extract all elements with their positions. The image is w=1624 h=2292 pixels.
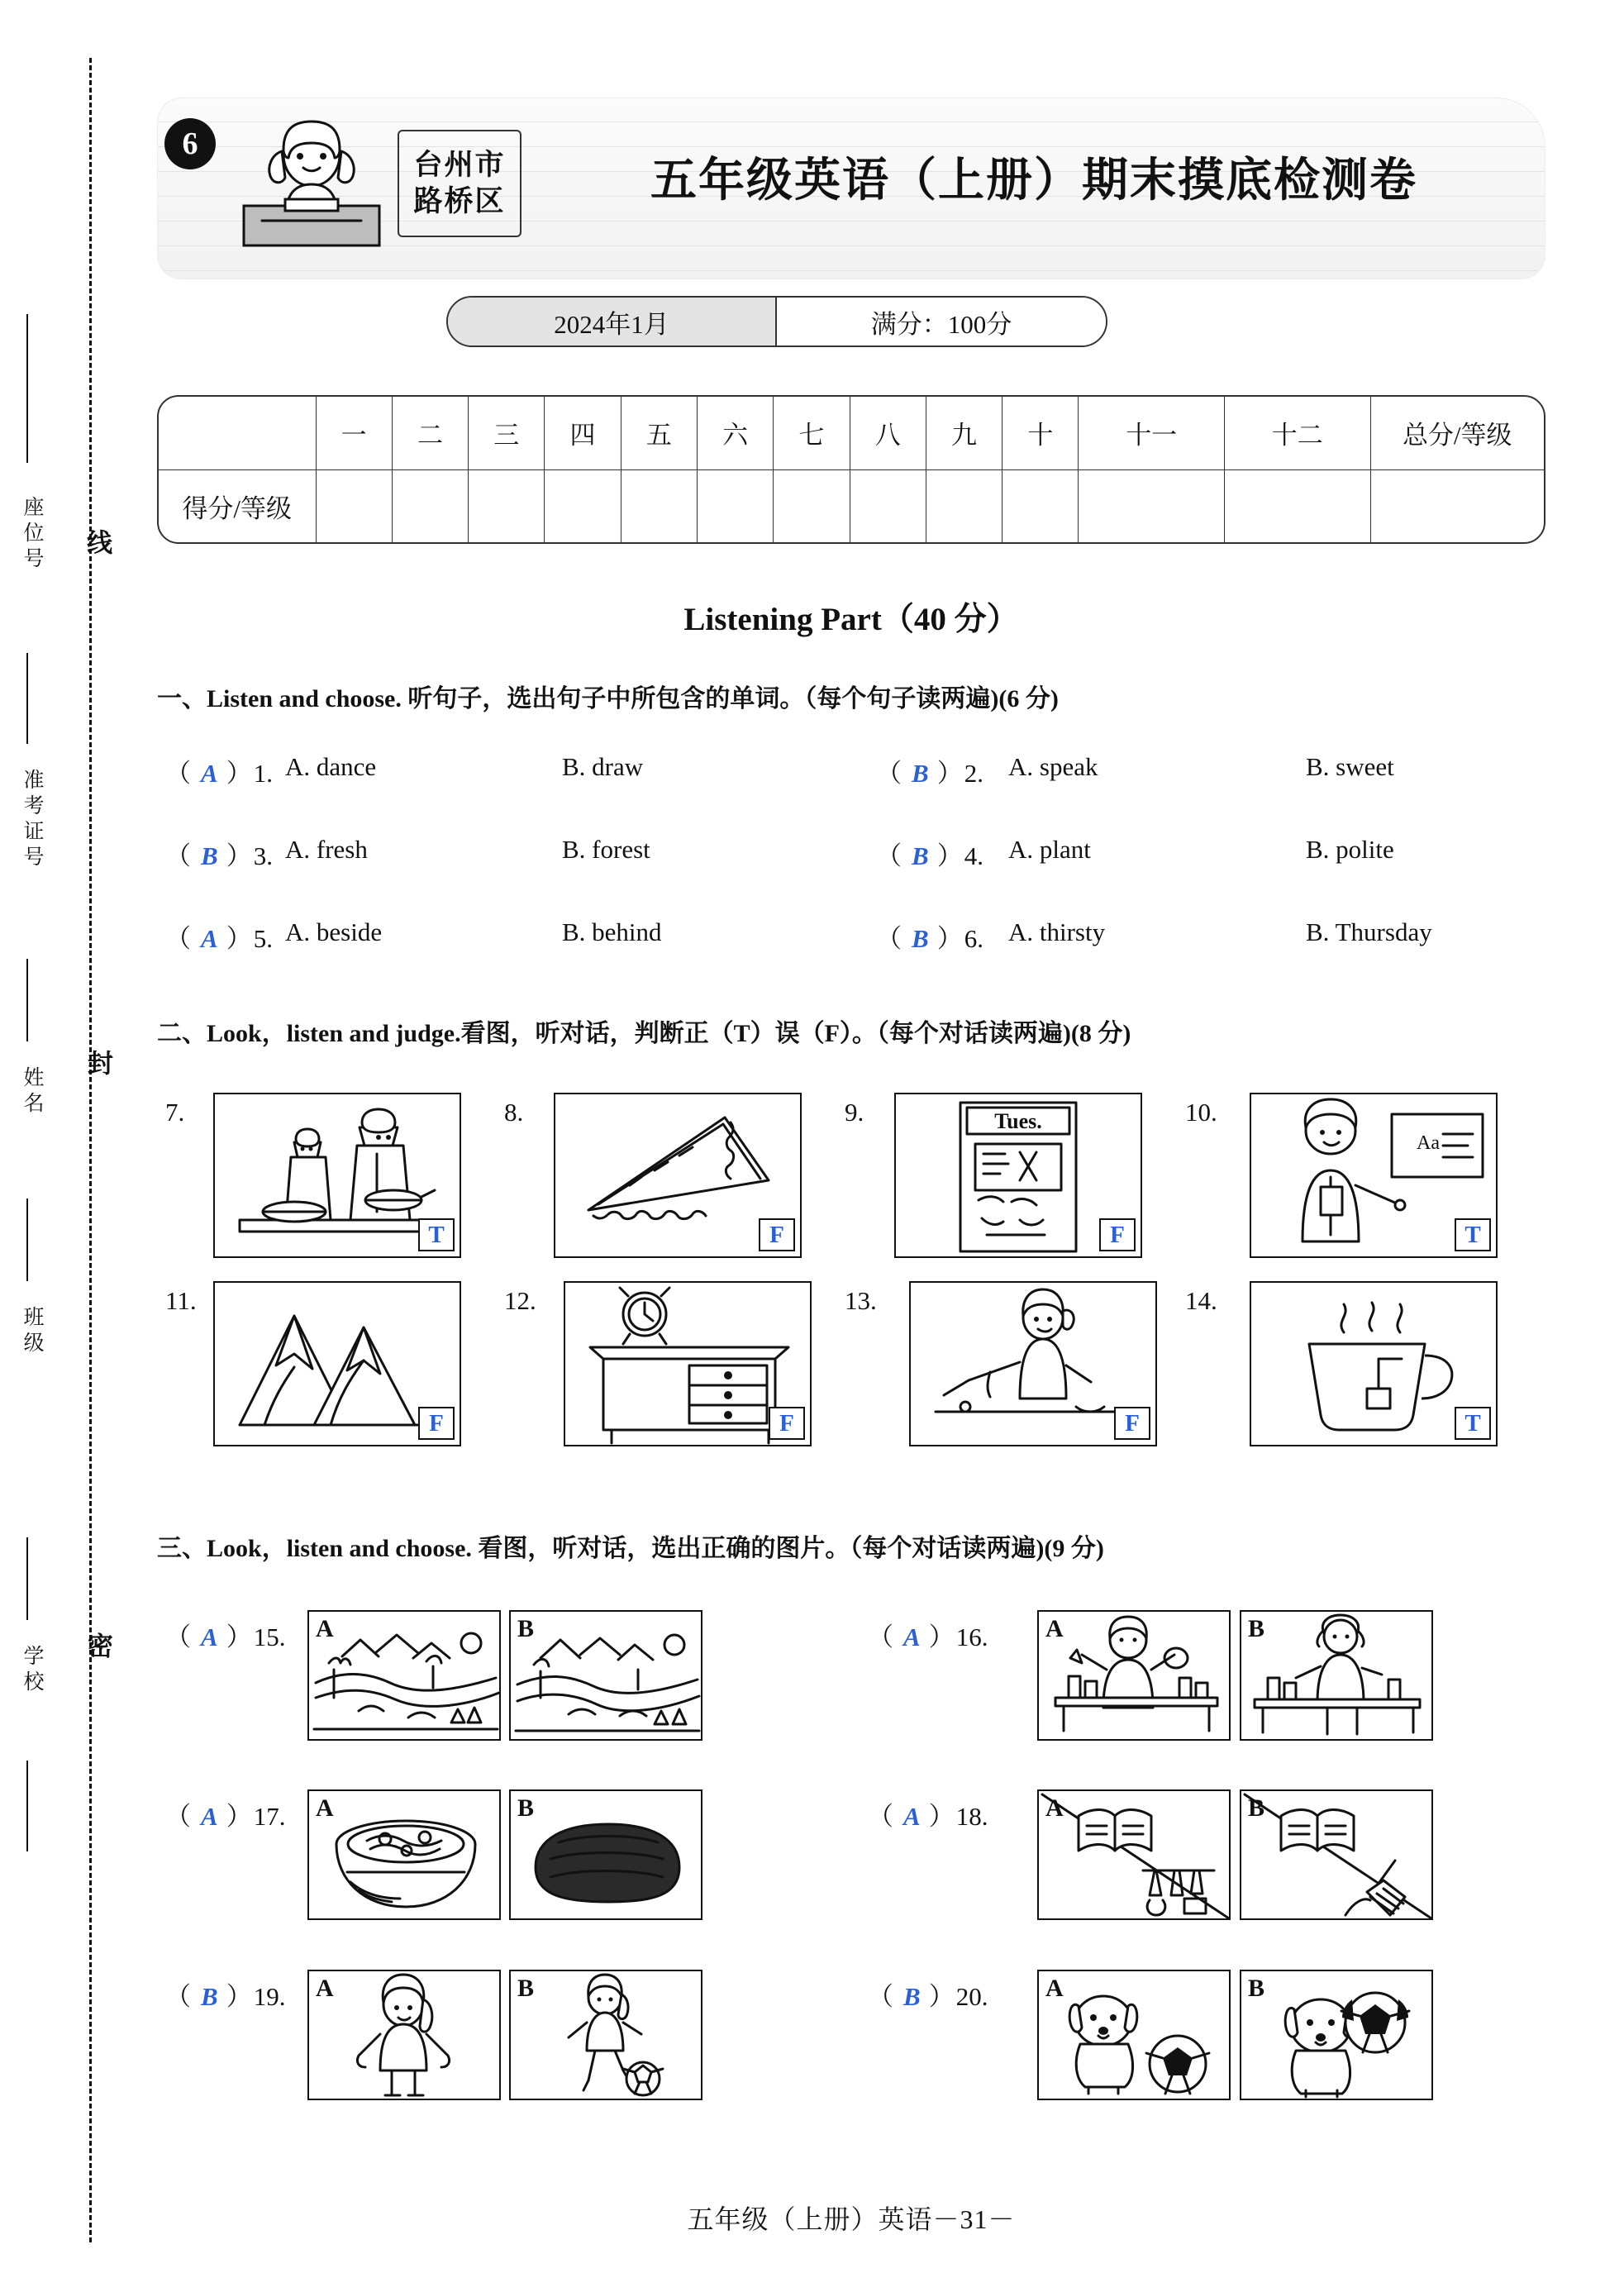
- question-6-num: 6.: [964, 924, 983, 953]
- picture-20-B[interactable]: [1240, 1970, 1433, 2100]
- picture-16-A[interactable]: [1037, 1610, 1231, 1741]
- picture-18-B[interactable]: [1240, 1789, 1433, 1920]
- sidebar-divider-6: [26, 1761, 28, 1851]
- picture-13-mark[interactable]: F: [1114, 1407, 1150, 1440]
- answer-17[interactable]: A: [201, 1802, 218, 1831]
- picture-15-A[interactable]: [307, 1610, 501, 1741]
- question-4-optionB[interactable]: B. polite: [1306, 835, 1394, 864]
- question-2: （ B ）2.: [876, 759, 983, 788]
- question-15: （ A ）15.: [165, 1623, 286, 1651]
- girl-football-icon: [511, 1971, 702, 2100]
- answer-15[interactable]: A: [201, 1623, 218, 1651]
- picture-17-A[interactable]: [307, 1789, 501, 1920]
- sidebar-label-class: 班级: [21, 1306, 43, 1357]
- question-5: （ A ）5.: [165, 924, 273, 953]
- page-badge: 6: [164, 118, 216, 169]
- question-19: （ B ）19.: [165, 1982, 286, 2011]
- question-17: （ A ）17.: [165, 1802, 286, 1831]
- score-cell-3[interactable]: [469, 469, 545, 542]
- answer-1[interactable]: A: [201, 759, 218, 788]
- question-16-num: 16.: [955, 1623, 988, 1651]
- score-cell-1[interactable]: [316, 469, 392, 542]
- question-5-num: 5.: [253, 924, 273, 953]
- score-col-total: 总分/等级: [1370, 397, 1544, 469]
- score-col-10: 十: [1002, 397, 1079, 469]
- section-3-heading: 三、Look，listen and choose. 看图，听对话，选出正确的图片。（每个对话读两遍)(9 分): [157, 1535, 1104, 1562]
- exam-header: [157, 98, 1545, 279]
- question-4-optionA[interactable]: A. plant: [1008, 835, 1091, 864]
- picture-19-B-label: B: [517, 1975, 535, 2002]
- question-2-optionB[interactable]: B. sweet: [1306, 752, 1394, 781]
- region-line-2: 路桥区: [413, 185, 506, 217]
- svg-text:Tues.: Tues.: [994, 1109, 1042, 1133]
- region-stamp: [398, 130, 521, 237]
- answer-19[interactable]: B: [201, 1982, 218, 2011]
- sidebar-label-feng: 封: [83, 1050, 112, 1079]
- answer-16[interactable]: A: [903, 1623, 921, 1651]
- score-col-12: 十二: [1224, 397, 1370, 469]
- region-line-1: 台州市: [413, 149, 506, 182]
- score-cell-5[interactable]: [621, 469, 697, 542]
- score-col-7: 七: [774, 397, 850, 469]
- picture-12-number: 12.: [504, 1286, 536, 1315]
- score-table: [157, 395, 1545, 544]
- question-17-num: 17.: [253, 1802, 286, 1831]
- picture-20-A-label: A: [1045, 1975, 1064, 2002]
- score-cell-11[interactable]: [1079, 469, 1224, 542]
- question-1-optionB[interactable]: B. draw: [562, 752, 644, 781]
- picture-17-A-label: A: [316, 1794, 334, 1822]
- sidebar-divider-3: [26, 959, 28, 1041]
- score-col-8: 八: [850, 397, 926, 469]
- answer-2[interactable]: B: [912, 759, 929, 788]
- question-15-num: 15.: [253, 1623, 286, 1651]
- picture-20-A[interactable]: [1037, 1970, 1231, 2100]
- picture-18-A-label: A: [1045, 1794, 1064, 1822]
- page-footer: 五年级（上册）英语－31－: [687, 2204, 1016, 2234]
- svg-text:Aa: Aa: [1417, 1132, 1440, 1154]
- question-4: （ B ）4.: [876, 841, 983, 870]
- score-cell-8[interactable]: [850, 469, 926, 542]
- score-col-11: 十一: [1079, 397, 1224, 469]
- sidebar-divider-2: [26, 653, 28, 744]
- question-1: （ A ）1.: [165, 759, 273, 788]
- section-2-heading: 二、Look，listen and judge.看图，听对话，判断正（T）误（F）。（每个对话读两遍)(8 分): [157, 1020, 1131, 1047]
- picture-15-A-label: A: [316, 1615, 334, 1642]
- question-20: （ B ）20.: [868, 1982, 988, 2011]
- score-cell-12[interactable]: [1224, 469, 1370, 542]
- sidebar-divider-5: [26, 1537, 28, 1620]
- question-2-num: 2.: [964, 759, 983, 788]
- picture-20-B-label: B: [1248, 1975, 1265, 2002]
- picture-15-B-label: B: [517, 1615, 535, 1642]
- picture-14-mark[interactable]: T: [1455, 1407, 1491, 1440]
- picture-9-mark[interactable]: F: [1099, 1218, 1136, 1251]
- question-3-optionA[interactable]: A. fresh: [285, 835, 368, 864]
- picture-15-B[interactable]: [509, 1610, 702, 1741]
- village-river-icon: [309, 1612, 501, 1741]
- answer-6[interactable]: B: [912, 924, 929, 953]
- answer-20[interactable]: B: [903, 1982, 921, 2011]
- question-1-num: 1.: [253, 759, 273, 788]
- picture-7-mark[interactable]: T: [418, 1218, 455, 1251]
- village-river2-icon: [511, 1612, 702, 1741]
- answer-5[interactable]: A: [201, 924, 218, 953]
- section-1-heading: 一、Listen and choose. 听句子，选出句子中所包含的单词。（每个句子读两遍)(6 分): [157, 685, 1059, 712]
- sidebar-label-mi: 密: [83, 1632, 112, 1661]
- header-subbar: [446, 296, 1107, 347]
- answer-3[interactable]: B: [201, 841, 218, 870]
- student-illustration: [237, 117, 386, 249]
- score-table-value-row: [159, 469, 1544, 542]
- picture-19-A-label: A: [316, 1975, 334, 2002]
- picture-11-mark[interactable]: F: [418, 1407, 455, 1440]
- question-3-num: 3.: [253, 841, 273, 870]
- score-col-3: 三: [469, 397, 545, 469]
- exam-total-score: 满分：100分: [777, 298, 1106, 345]
- picture-18-A[interactable]: [1037, 1789, 1231, 1920]
- question-6-optionA[interactable]: A. thirsty: [1008, 917, 1106, 946]
- sidebar-label-school: 学校: [21, 1645, 43, 1696]
- question-3-optionB[interactable]: B. forest: [562, 835, 650, 864]
- sidebar-divider-1: [26, 314, 28, 463]
- score-cell-4[interactable]: [545, 469, 621, 542]
- picture-8-number: 8.: [504, 1098, 524, 1127]
- question-4-num: 4.: [964, 841, 983, 870]
- picture-14-number: 14.: [1185, 1286, 1217, 1315]
- picture-9-number: 9.: [845, 1098, 864, 1127]
- score-cell-7[interactable]: [774, 469, 850, 542]
- sidebar-label-xian: 线: [83, 529, 112, 558]
- question-3: （ B ）3.: [165, 841, 273, 870]
- picture-12-mark[interactable]: F: [769, 1407, 805, 1440]
- question-5-optionB[interactable]: B. behind: [562, 917, 662, 946]
- question-20-num: 20.: [955, 1982, 988, 2011]
- score-cell-10[interactable]: [1002, 469, 1079, 542]
- scientist-woman-icon: [1039, 1612, 1231, 1741]
- dashed-fold-line: [89, 58, 92, 2242]
- picture-17-B[interactable]: [509, 1789, 702, 1920]
- picture-11-number: 11.: [165, 1286, 197, 1315]
- picture-19-B[interactable]: [509, 1970, 702, 2100]
- score-row-label: 得分/等级: [159, 469, 316, 542]
- question-16: （ A ）16.: [868, 1623, 988, 1651]
- answer-4[interactable]: B: [912, 841, 929, 870]
- score-cell-total[interactable]: [1370, 469, 1544, 542]
- question-19-num: 19.: [253, 1982, 286, 2011]
- picture-10-number: 10.: [1185, 1098, 1217, 1127]
- binding-strip: [0, 0, 157, 2292]
- question-18: （ A ）18.: [868, 1802, 988, 1831]
- picture-13-number: 13.: [845, 1286, 877, 1315]
- score-col-2: 二: [392, 397, 468, 469]
- bread-loaf-icon: [511, 1791, 702, 1920]
- scientist-man-icon: [1241, 1612, 1433, 1741]
- exam-date: 2024年1月: [448, 298, 777, 345]
- girl-standing-icon: [309, 1971, 501, 2100]
- question-2-optionA[interactable]: A. speak: [1008, 752, 1098, 781]
- score-table-header-row: [159, 397, 1544, 469]
- question-6: （ B ）6.: [876, 924, 983, 953]
- picture-8-mark[interactable]: F: [759, 1218, 795, 1251]
- question-1-optionA[interactable]: A. dance: [285, 752, 377, 781]
- score-cell-6[interactable]: [697, 469, 773, 542]
- sidebar-label-seat: 座位号: [21, 496, 43, 573]
- picture-18-B-label: B: [1248, 1794, 1265, 1822]
- noodle-bowl-icon: [309, 1791, 501, 1920]
- picture-19-A[interactable]: [307, 1970, 501, 2100]
- picture-16-A-label: A: [1045, 1615, 1064, 1642]
- book-clothes-icon: [1039, 1791, 1231, 1920]
- listening-part-title: Listening Part（40 分）: [683, 602, 1019, 637]
- question-6-optionB[interactable]: B. Thursday: [1306, 917, 1432, 946]
- score-col-1: 一: [316, 397, 392, 469]
- score-cell-2[interactable]: [392, 469, 468, 542]
- score-col-6: 六: [697, 397, 773, 469]
- book-broom-icon: [1241, 1791, 1433, 1920]
- sidebar-label-name: 姓名: [21, 1066, 43, 1117]
- dog-ball-icon: [1039, 1971, 1231, 2100]
- score-col-5: 五: [621, 397, 697, 469]
- score-table-corner: [159, 397, 316, 469]
- sidebar-label-examid: 准考证号: [21, 769, 43, 871]
- sidebar-divider-4: [26, 1198, 28, 1281]
- picture-7-number: 7.: [165, 1098, 185, 1127]
- question-18-num: 18.: [955, 1802, 988, 1831]
- picture-17-B-label: B: [517, 1794, 535, 1822]
- picture-10-mark[interactable]: T: [1455, 1218, 1491, 1251]
- page-title: 五年级英语（上册）期末摸底检测卷: [650, 155, 1417, 207]
- question-5-optionA[interactable]: A. beside: [285, 917, 383, 946]
- picture-16-B[interactable]: [1240, 1610, 1433, 1741]
- answer-18[interactable]: A: [903, 1802, 921, 1831]
- picture-16-B-label: B: [1248, 1615, 1265, 1642]
- score-col-4: 四: [545, 397, 621, 469]
- score-col-9: 九: [926, 397, 1002, 469]
- exam-page: [157, 0, 1624, 2292]
- score-cell-9[interactable]: [926, 469, 1002, 542]
- dog-ball2-icon: [1241, 1971, 1433, 2100]
